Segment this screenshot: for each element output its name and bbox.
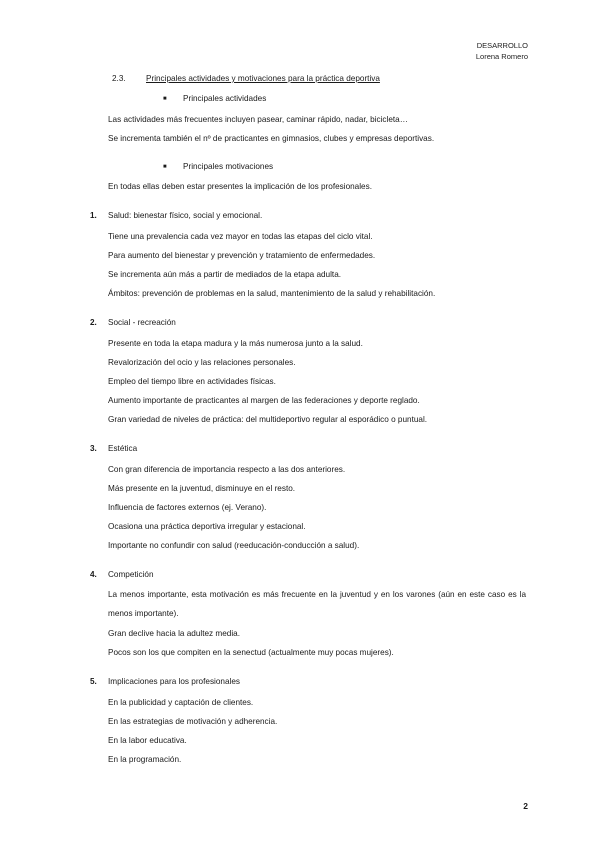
item-heading: Competición — [108, 570, 154, 579]
item-number: 1. — [90, 211, 97, 220]
numbered-heading-estetica — [90, 444, 137, 453]
body-line: Gran variedad de niveles de práctica: del multideportivo regular al esporádico o puntual. — [108, 415, 428, 424]
body-line: Presente en toda la etapa madura y la más numerosa junto a la salud. — [108, 339, 363, 348]
body-line: Empleo del tiempo libre en actividades físicas. — [108, 377, 276, 386]
section-heading — [112, 74, 380, 83]
section-title: Principales actividades y motivaciones para la práctica deportiva — [146, 74, 380, 83]
item-number: 3. — [90, 444, 97, 453]
item-number: 2. — [90, 318, 97, 327]
section-number: 2.3. — [112, 74, 126, 83]
body-line: Aumento importante de practicantes al margen de las federaciones y deporte reglado. — [108, 396, 420, 405]
body-line: Con gran diferencia de importancia respecto a las dos anteriores. — [108, 465, 346, 474]
numbered-heading-social — [90, 318, 176, 327]
body-line: Se incrementa también el nº de practicantes en gimnasios, clubes y empresas deportivas. — [108, 134, 435, 143]
body-line: En la labor educativa. — [108, 736, 187, 745]
item-heading: Estética — [108, 444, 138, 453]
body-line: Importante no confundir con salud (reeducación-conducción a salud). — [108, 541, 360, 550]
body-line: Ocasiona una práctica deportiva irregular y estacional. — [108, 522, 306, 531]
header-title: DESARROLLO — [476, 41, 528, 50]
item-heading: Salud: bienestar físico, social y emocional. — [108, 211, 263, 220]
item-heading: Implicaciones para los profesionales — [108, 677, 240, 686]
subheading-motivaciones — [163, 162, 273, 171]
item-number: 4. — [90, 570, 97, 579]
body-line: Se incrementa aún más a partir de mediados de la etapa adulta. — [108, 270, 342, 279]
item-number: 5. — [90, 677, 97, 686]
body-line: Más presente en la juventud, disminuye en el resto. — [108, 484, 296, 493]
body-line: En las estrategias de motivación y adherencia. — [108, 717, 278, 726]
body-line: Pocos son los que compiten en la senectud (actualmente muy pocas mujeres). — [108, 648, 394, 657]
numbered-heading-implicaciones — [90, 677, 240, 686]
body-line: Influencia de factores externos (ej. Verano). — [108, 503, 267, 512]
body-line: En la publicidad y captación de clientes. — [108, 698, 254, 707]
subheading-label: Principales actividades — [183, 94, 267, 103]
page-number: 2 — [523, 801, 528, 811]
body-line: Ámbitos: prevención de problemas en la salud, mantenimiento de la salud y rehabilitación. — [108, 289, 436, 298]
body-line: Para aumento del bienestar y prevención y tratamiento de enfermedades. — [108, 251, 376, 260]
body-line: Gran declive hacia la adultez media. — [108, 629, 240, 638]
numbered-heading-competicion — [90, 570, 154, 579]
item-heading: Social - recreación — [108, 318, 176, 327]
body-line: En todas ellas deben estar presentes la implicación de los profesionales. — [108, 182, 372, 191]
subheading-label: Principales motivaciones — [183, 162, 274, 171]
body-line: Revalorización del ocio y las relaciones personales. — [108, 358, 296, 367]
body-line: En la programación. — [108, 755, 182, 764]
running-header — [476, 40, 528, 62]
subheading-actividades — [163, 94, 266, 103]
header-author: Lorena Romero — [475, 52, 528, 61]
body-paragraph: La menos importante, esta motivación es más frecuente en la juventud y en los varones (aún en este caso es la menos importante). — [108, 590, 526, 618]
numbered-heading-salud — [90, 211, 262, 220]
body-line: Las actividades más frecuentes incluyen pasear, caminar rápido, nadar, bicicleta… — [108, 115, 408, 124]
square-bullet-icon: ■ — [163, 96, 167, 102]
body-line: Tiene una prevalencia cada vez mayor en todas las etapas del ciclo vital. — [108, 232, 373, 241]
square-bullet-icon: ■ — [163, 164, 167, 170]
